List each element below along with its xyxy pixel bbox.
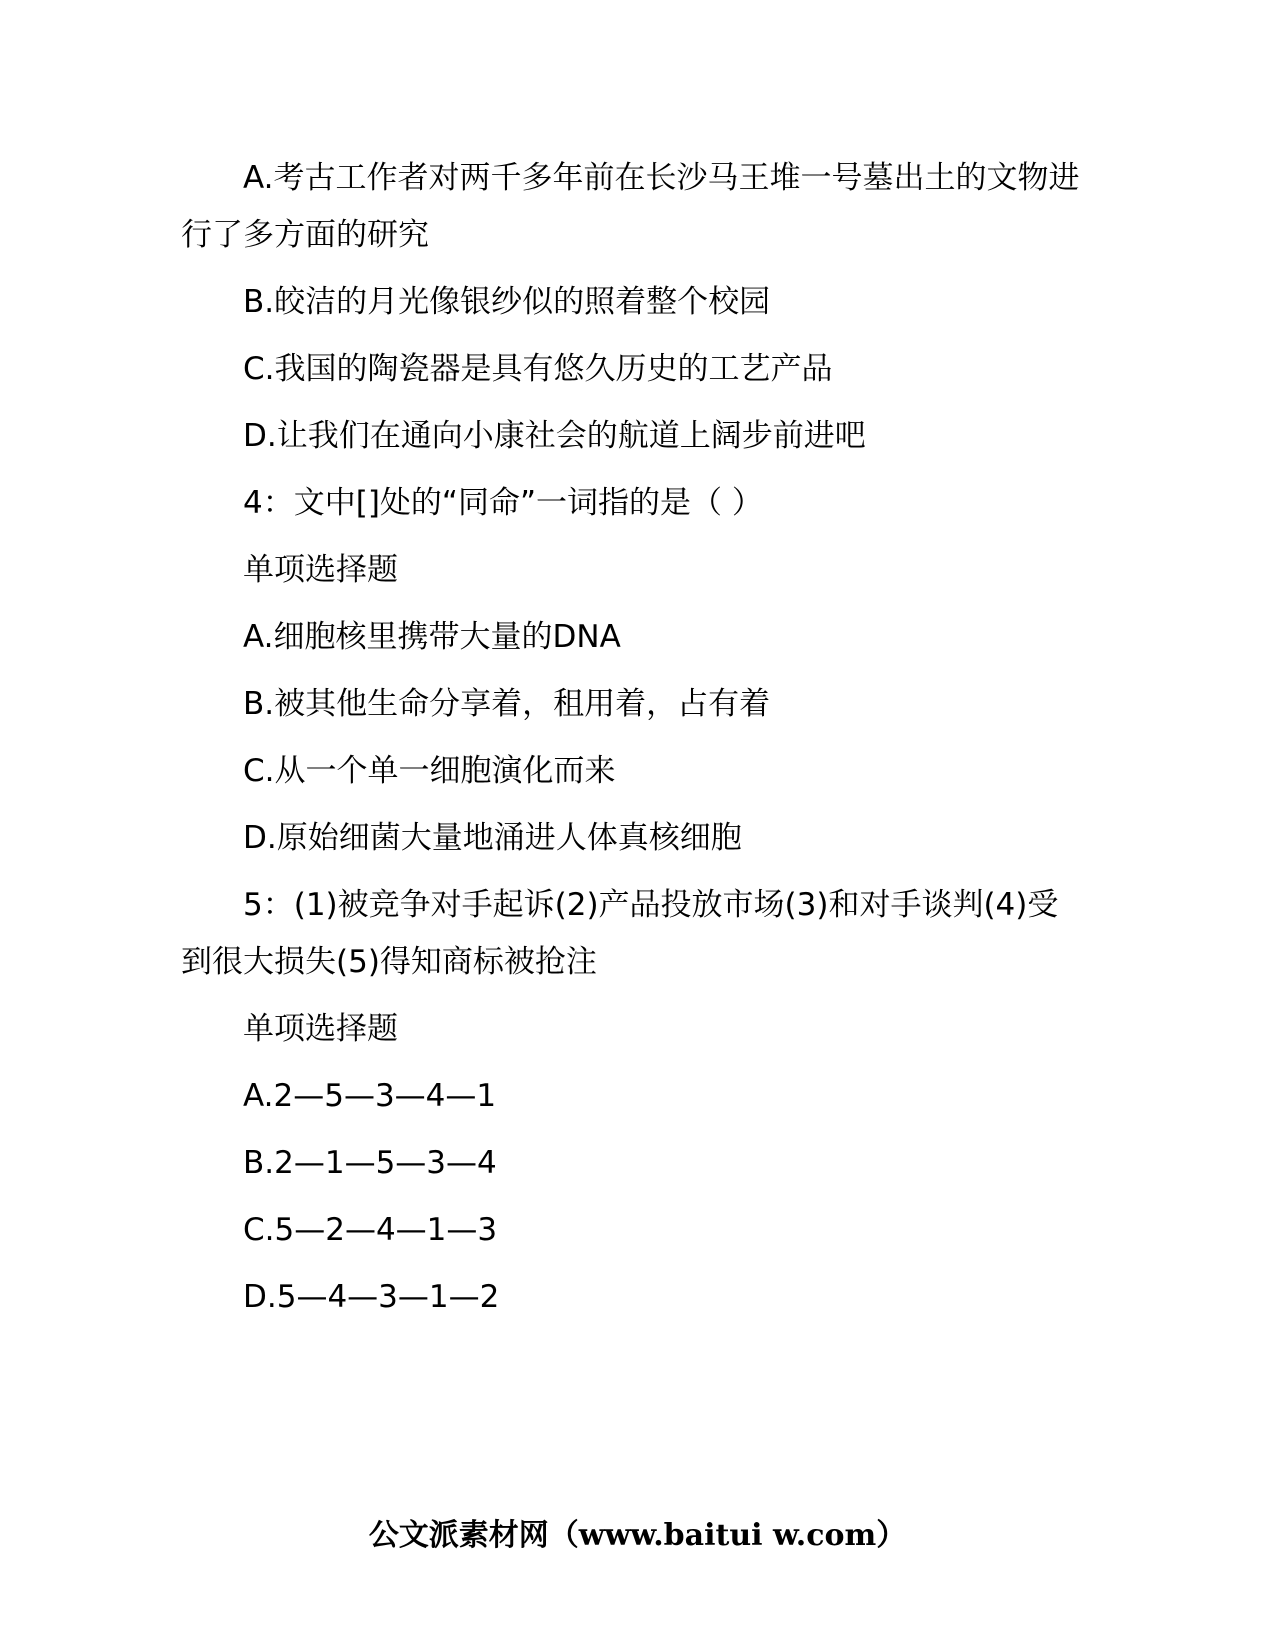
option-c-q3: C.我国的陶瓷器是具有悠久历史的工艺产品 xyxy=(243,351,833,387)
document-body xyxy=(181,150,1086,1336)
option-b-q4: B.被其他生命分享着，租用着，占有着 xyxy=(243,686,771,722)
option-a-q3: A.考古工作者对两千多年前在长沙马王堆一号墓出土的文物进行了多方面的研究 xyxy=(181,160,1080,253)
option-b-q5: B.2—1—5—3—4 xyxy=(243,1145,497,1181)
question-5: 5：(1)被竞争对手起诉(2)产品投放市场(3)和对手谈判(4)受到很大损失(5)得知商标被抢注 xyxy=(181,887,1059,980)
option-c-q4: C.从一个单一细胞演化而来 xyxy=(243,753,616,789)
question-type-q4: 单项选择题 xyxy=(243,552,398,588)
question-type-q5: 单项选择题 xyxy=(243,1011,398,1047)
page-footer: 公文派素材网（www.baitui w.com） xyxy=(368,1518,907,1553)
option-d-q4: D.原始细菌大量地涌进人体真核细胞 xyxy=(243,820,742,856)
option-a-q4: A.细胞核里携带大量的DNA xyxy=(243,619,621,655)
option-b-q3: B.皎洁的月光像银纱似的照着整个校园 xyxy=(243,284,771,320)
question-4: 4：文中[]处的“同命”一词指的是（ ） xyxy=(243,485,763,521)
option-d-q5: D.5—4—3—1—2 xyxy=(243,1279,500,1315)
option-d-q3: D.让我们在通向小康社会的航道上阔步前进吧 xyxy=(243,418,866,454)
option-a-q5: A.2—5—3—4—1 xyxy=(243,1078,497,1114)
option-c-q5: C.5—2—4—1—3 xyxy=(243,1212,498,1248)
